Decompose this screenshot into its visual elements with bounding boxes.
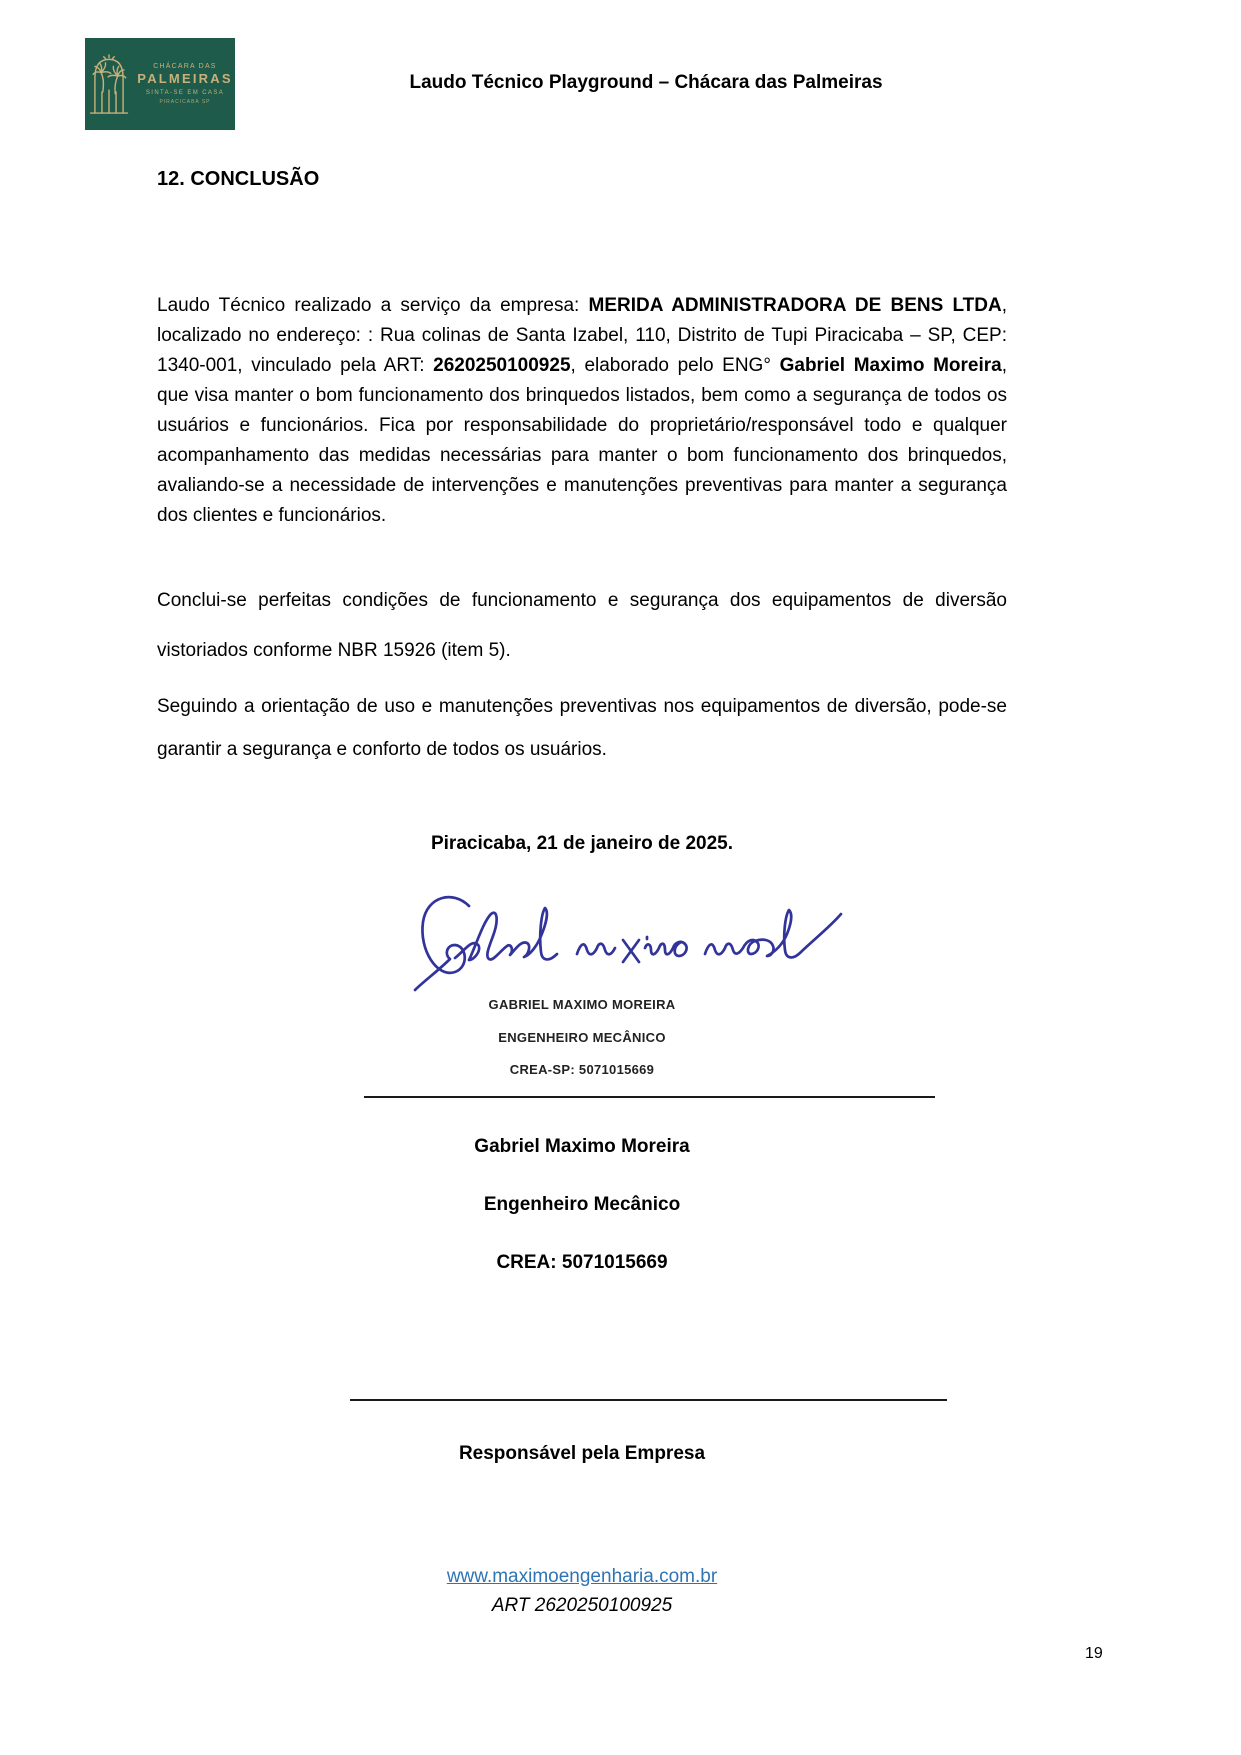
engineer-name: Gabriel Maximo Moreira xyxy=(474,1136,690,1157)
logo-line-3: SINTA-SE EM CASA xyxy=(145,89,225,96)
palm-arch-icon xyxy=(87,51,131,117)
date-line: Piracicaba, 21 de janeiro de 2025. xyxy=(430,833,734,854)
p1-company-name: MERIDA ADMINISTRADORA DE BENS LTDA xyxy=(588,295,1002,316)
company-logo xyxy=(85,38,235,130)
paragraph-nbr: Conclui-se perfeitas condições de funcionamento e segurança dos equipamentos de diversão vistoriados conforme NBR 15926 (item 5). xyxy=(157,590,1007,661)
engineer-crea: CREA: 5071015669 xyxy=(496,1252,668,1273)
engineer-signature-line xyxy=(364,1096,935,1098)
logo-line-4: PIRACICABA SP xyxy=(159,99,211,106)
footer-art-number: ART 2620250100925 xyxy=(491,1595,673,1616)
page-number: 19 xyxy=(1085,1645,1103,1662)
logo-text xyxy=(137,63,232,106)
engineer-role: Engenheiro Mecânico xyxy=(483,1194,681,1215)
p1-run-4: , elaborado pelo ENG° xyxy=(570,355,780,376)
logo-line-1: CHÁCARA DAS xyxy=(153,62,217,70)
document-header-title: Laudo Técnico Playground – Chácara das Palmeiras xyxy=(409,72,883,93)
p1-run-6: , que visa manter o bom funcionamento dos brinquedos listados, bem como a segurança de todos os usuários e funcionários. Fica por responsabilidade do proprietário/responsável todo e qualquer acompanhamento das medidas necessárias para manter o bom funcionamento dos brinquedos, avaliando-se a necessidade de intervenções e manutenções preventivas para manter a segurança dos clientes e funcionários. xyxy=(157,355,1008,526)
paragraph-conclusion xyxy=(157,291,1007,531)
company-signature-line xyxy=(350,1399,947,1401)
p1-run-2: , localizado no endereço: : Rua colinas de Santa Izabel, 110, Distrito de Tupi Piracicaba – SP, CEP: 1340-001, vinculado pela ART: xyxy=(157,295,1007,376)
footer-website xyxy=(157,1566,1007,1588)
stamp-role: ENGENHEIRO MECÂNICO xyxy=(498,1030,666,1045)
logo-line-2: PALMEIRAS xyxy=(137,71,233,87)
paragraph-orientation: Seguindo a orientação de uso e manutenções preventivas nos equipamentos de diversão, pode-se garantir a segurança e conforto de todos os usuários. xyxy=(157,696,1007,760)
p1-art-number: 2620250100925 xyxy=(433,355,571,376)
p1-engineer-name: Gabriel Maximo Moreira xyxy=(779,355,1002,376)
p1-run-0: Laudo Técnico realizado a serviço da empresa: xyxy=(157,295,589,316)
website-link[interactable]: www.maximoengenharia.com.br xyxy=(446,1566,718,1587)
section-heading: 12. CONCLUSÃO xyxy=(157,168,320,190)
stamp-name: GABRIEL MAXIMO MOREIRA xyxy=(488,997,676,1012)
stamp-crea: CREA-SP: 5071015669 xyxy=(509,1062,655,1077)
company-signature-label: Responsável pela Empresa xyxy=(458,1443,706,1464)
handwritten-signature-image xyxy=(407,888,847,1000)
